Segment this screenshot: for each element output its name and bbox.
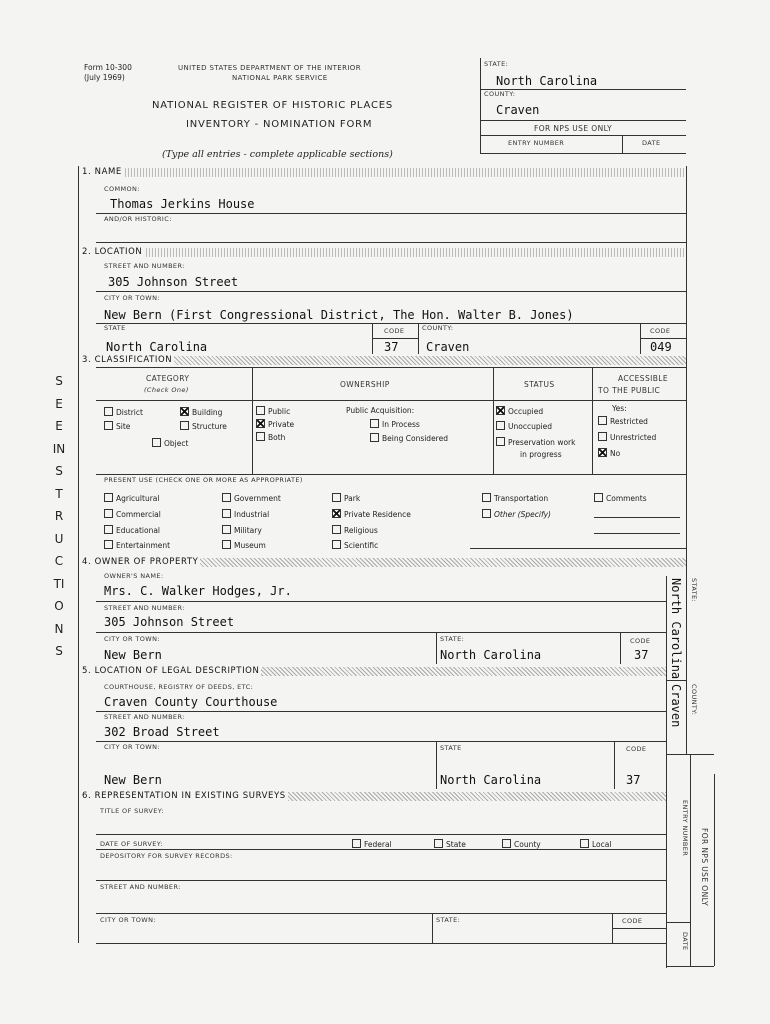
common-name-label: COMMON: [104,185,140,193]
check-one-label: (Check One) [144,386,189,394]
entry-number-label: ENTRY NUMBER [508,139,565,147]
checkbox-icon [104,407,113,416]
checkbox-icon [104,525,113,534]
date-label: DATE [642,139,661,147]
section-1-band [80,168,686,177]
survey-date-label: DATE OF SURVEY: [100,840,163,848]
status-in-progress: in progress [520,450,562,459]
location-county-value: Craven [426,340,470,354]
legal-street-value: 302 Broad Street [104,725,220,739]
location-code2-label: CODE [650,327,671,335]
checked-box-icon [496,406,505,415]
side-county-label: COUNTY: [690,684,698,716]
service-name: NATIONAL PARK SERVICE [232,74,328,82]
present-use-label: PRESENT USE (CHECK ONE OR MORE AS APPROPRIATE) [104,476,303,484]
level-federal[interactable]: Federal [352,839,392,849]
checkbox-icon [594,493,603,502]
checkbox-icon [502,839,511,848]
section-2-band [80,248,686,257]
checkbox-icon [580,839,589,848]
side-state-label: STATE: [690,578,698,603]
checkbox-icon [180,421,189,430]
header-state-label: STATE: [484,60,509,68]
cat-district[interactable]: District [104,407,143,417]
survey-title-label: TITLE OF SURVEY: [100,807,164,815]
side-instructions-text: SEE INSTRUCTIONS [52,374,66,658]
checkbox-icon [222,509,231,518]
survey-street-label: STREET AND NUMBER: [100,883,181,891]
use-transportation[interactable]: Transportation [482,493,548,503]
use-religious[interactable]: Religious [332,525,378,535]
accessible-label-2: TO THE PUBLIC [598,386,661,395]
cat-structure[interactable]: Structure [180,421,227,431]
side-entry-number: ENTRY NUMBER [681,800,689,857]
owner-street-label: STREET AND NUMBER: [104,604,185,612]
accessible-label-1: ACCESSIBLE [618,374,669,383]
location-street-value: 305 Johnson Street [108,275,239,289]
location-city-value: New Bern (First Congressional District, The Hon. Walter B. Jones) [104,308,574,322]
checkbox-icon [332,540,341,549]
court-value: Craven County Courthouse [104,695,278,709]
checkbox-icon [496,437,505,446]
acc-unrestricted[interactable]: Unrestricted [598,432,656,442]
cat-building[interactable]: Building [180,407,222,417]
checkbox-icon [104,421,113,430]
checkbox-icon [370,433,379,442]
section-5-title: 5. LOCATION OF LEGAL DESCRIPTION [82,666,260,676]
checkbox-icon [482,493,491,502]
side-county-value: Craven [669,684,683,728]
checked-box-icon [332,509,341,518]
dept-name: UNITED STATES DEPARTMENT OF THE INTERIOR [178,64,361,72]
header-state-value: North Carolina [496,74,598,88]
legal-city-label: CITY OR TOWN: [104,743,160,751]
owner-name-label: OWNER'S NAME: [104,572,164,580]
status-label: STATUS [524,380,555,389]
form-date: (July 1969) [84,73,125,82]
own-both[interactable]: Both [256,432,285,442]
use-government[interactable]: Government [222,493,281,503]
use-park[interactable]: Park [332,493,360,503]
checkbox-icon [434,839,443,848]
owner-state-value: North Carolina [440,648,542,662]
own-private[interactable]: Private [256,419,294,429]
legal-street-label: STREET AND NUMBER: [104,713,185,721]
legal-code-label: CODE [626,745,647,753]
checkbox-icon [222,540,231,549]
checkbox-icon [222,493,231,502]
checkbox-icon [598,416,607,425]
cat-site[interactable]: Site [104,421,130,431]
checkbox-icon [256,432,265,441]
use-scientific[interactable]: Scientific [332,540,378,550]
acc-yes: Yes: [612,404,627,413]
survey-code-label: CODE [622,917,643,925]
court-label: COURTHOUSE, REGISTRY OF DEEDS, ETC: [104,683,254,691]
use-industrial[interactable]: Industrial [222,509,269,519]
side-date: DATE [681,932,689,951]
category-label: CATEGORY [146,374,190,383]
survey-state-label: STATE: [436,916,461,924]
common-name-value: Thomas Jerkins House [110,197,255,211]
own-public[interactable]: Public [256,406,290,416]
level-local[interactable]: Local [580,839,611,849]
side-state-value: North Carolina [669,578,683,680]
owner-name-value: Mrs. C. Walker Hodges, Jr. [104,584,292,598]
checkbox-icon [598,432,607,441]
section-1-title: 1. NAME [82,167,122,177]
location-county-label: COUNTY: [422,324,454,332]
historic-name-label: AND/OR HISTORIC: [104,215,172,223]
use-other[interactable]: Other (Specify) [482,509,551,519]
checkbox-icon [496,421,505,430]
form-instruction: (Type all entries - complete applicable sections) [162,149,393,160]
level-state[interactable]: State [434,839,466,849]
acq-in-process[interactable]: In Process [370,419,420,429]
use-military[interactable]: Military [222,525,262,535]
checkbox-icon [370,419,379,428]
status-unoccupied[interactable]: Unoccupied [496,421,552,431]
checkbox-icon [332,493,341,502]
use-museum[interactable]: Museum [222,540,266,550]
form-title-1: NATIONAL REGISTER OF HISTORIC PLACES [152,100,394,111]
checked-box-icon [598,448,607,457]
checkbox-icon [104,540,113,549]
form-title-2: INVENTORY - NOMINATION FORM [186,119,373,130]
status-preservation[interactable]: Preservation work [496,437,575,447]
owner-code-label: CODE [630,637,651,645]
checkbox-icon [104,509,113,518]
cat-object[interactable]: Object [152,438,188,448]
depository-label: DEPOSITORY FOR SURVEY RECORDS: [100,852,233,860]
side-instructions [52,370,66,663]
use-comments[interactable]: Comments [594,493,647,503]
location-state-value: North Carolina [106,340,208,354]
section-2-title: 2. LOCATION [82,247,143,257]
use-commercial[interactable]: Commercial [104,509,161,519]
checked-box-icon [180,407,189,416]
acc-no[interactable]: No [598,448,620,458]
location-street-label: STREET AND NUMBER: [104,262,185,270]
checkbox-icon [104,493,113,502]
section-6-title: 6. REPRESENTATION IN EXISTING SURVEYS [82,791,286,801]
ownership-label: OWNERSHIP [340,380,390,389]
checkbox-icon [332,525,341,534]
location-code2-value: 049 [650,340,672,354]
checkbox-icon [256,406,265,415]
section-4-title: 4. OWNER OF PROPERTY [82,557,199,567]
nps-use-label: FOR NPS USE ONLY [534,124,613,133]
owner-city-value: New Bern [104,648,162,662]
location-state-label: STATE [104,324,126,332]
public-acquisition-label: Public Acquisition: [346,406,415,415]
side-nps-use: FOR NPS USE ONLY [700,828,709,907]
owner-code-value: 37 [634,648,649,662]
use-agricultural[interactable]: Agricultural [104,493,159,503]
checkbox-icon [222,525,231,534]
owner-street-value: 305 Johnson Street [104,615,235,629]
location-code-value: 37 [384,340,399,354]
legal-state-label: STATE [440,744,462,752]
legal-city-value: New Bern [104,773,162,787]
section-3-title: 3. CLASSIFICATION [82,355,173,365]
legal-code-value: 37 [626,773,641,787]
location-city-label: CITY OR TOWN: [104,294,160,302]
owner-city-label: CITY OR TOWN: [104,635,160,643]
acc-restricted[interactable]: Restricted [598,416,648,426]
checkbox-icon [352,839,361,848]
header-county-value: Craven [496,103,540,117]
use-educational[interactable]: Educational [104,525,160,535]
use-entertainment[interactable]: Entertainment [104,540,170,550]
acq-being-considered[interactable]: Being Considered [370,433,448,443]
use-private-residence[interactable]: Private Residence [332,509,411,519]
form-number: Form 10-300 [84,63,132,72]
level-county[interactable]: County [502,839,541,849]
location-code-label: CODE [384,327,405,335]
owner-state-label: STATE: [440,635,465,643]
survey-city-label: CITY OR TOWN: [100,916,156,924]
header-county-label: COUNTY: [484,90,516,98]
legal-state-value: North Carolina [440,773,542,787]
checkbox-icon [482,509,491,518]
checked-box-icon [256,419,265,428]
checkbox-icon [152,438,161,447]
status-occupied[interactable]: Occupied [496,406,543,416]
